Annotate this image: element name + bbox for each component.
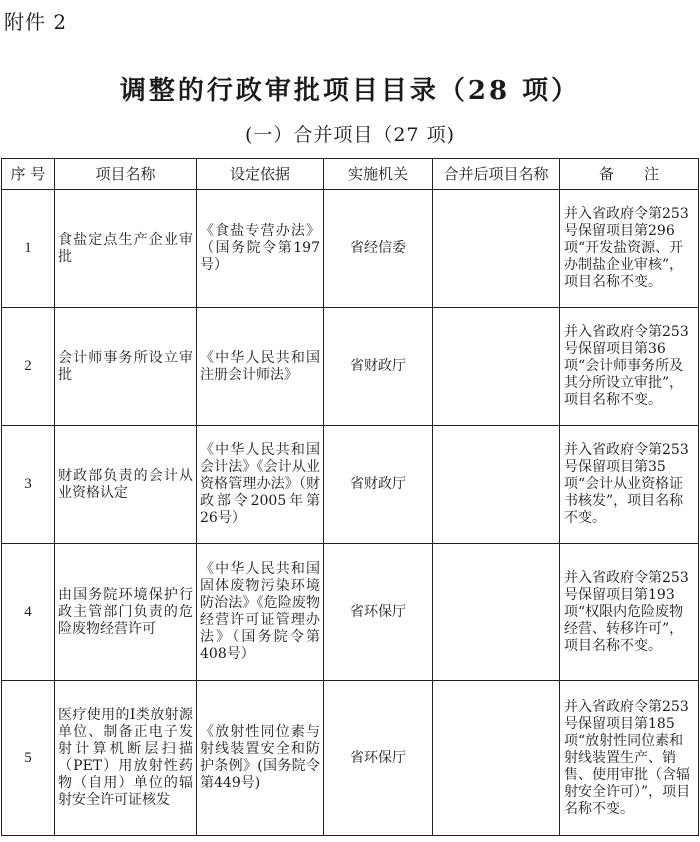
cell-basis: 《中华人民共和国注册会计师法》 [197,308,324,426]
cell-remark: 并入省政府令第253号保留项目第185项“放射性同位素和射线装置生产、销售、使用审批（含辐射安全许可）”，项目名称不变。 [560,681,699,836]
cell-merged [433,308,560,426]
cell-basis: 《中华人民共和国固体废物污染环境防治法》《危险废物经营许可证管理办法》（国务院令第408号） [197,544,324,681]
cell-org: 省经信委 [324,190,433,308]
cell-org: 省财政厅 [324,308,433,426]
attachment-label: 附件 2 [4,10,68,34]
cell-no: 1 [2,190,55,308]
cell-no: 2 [2,308,55,426]
section-subtitle: (一）合并项目（27 项) [244,124,456,146]
cell-name: 会计师事务所设立审批 [55,308,197,426]
cell-merged [433,544,560,681]
cell-remark: 并入省政府令第253号保留项目第296项“开发盐资源、开办制盐企业审核”，项目名称不变。 [560,190,699,308]
table-row [2,426,699,544]
column-header-name: 项目名称 [55,159,197,190]
cell-no: 3 [2,426,55,544]
cell-remark: 并入省政府令第253号保留项目第35项“会计从业资格证书核发”，项目名称不变。 [560,426,699,544]
table-header-row [2,159,699,190]
cell-org: 省环保厅 [324,544,433,681]
cell-basis: 《食盐专营办法》（国务院令第197号） [197,190,324,308]
cell-remark: 并入省政府令第253号保留项目第36项“会计师事务所及其分所设立审批”，项目名称不变。 [560,308,699,426]
column-header-basis: 设定依据 [197,159,324,190]
cell-name: 食盐定点生产企业审批 [55,190,197,308]
cell-merged [433,681,560,836]
cell-name: 医疗使用的Ⅰ类放射源单位、制备正电子发射计算机断层扫描（PET）用放射性药物（自用）单位的辐射安全许可证核发 [55,681,197,836]
column-header-org: 实施机关 [324,159,433,190]
column-header-merged: 合并后项目名称 [433,159,560,190]
column-header-no: 序 号 [2,159,55,190]
cell-basis: 《中华人民共和国会计法》《会计从业资格管理办法》（财政部令2005年第26号） [197,426,324,544]
approval-items-table [1,158,699,836]
document-title: 调整的行政审批项目目录（28 项） [119,76,581,106]
column-header-remark: 备 注 [560,159,699,190]
cell-name: 财政部负责的会计从业资格认定 [55,426,197,544]
table-row [2,681,699,836]
cell-no: 4 [2,544,55,681]
cell-basis: 《放射性同位素与射线装置安全和防护条例》(国务院令第449号) [197,681,324,836]
cell-merged [433,190,560,308]
cell-org: 省环保厅 [324,681,433,836]
cell-no: 5 [2,681,55,836]
table-row [2,308,699,426]
cell-remark: 并入省政府令第253号保留项目第193项“权限内危险废物经营、转移许可”，项目名称不变。 [560,544,699,681]
cell-org: 省财政厅 [324,426,433,544]
table-row [2,190,699,308]
table-row [2,544,699,681]
cell-name: 由国务院环境保护行政主管部门负责的危险废物经营许可 [55,544,197,681]
cell-merged [433,426,560,544]
